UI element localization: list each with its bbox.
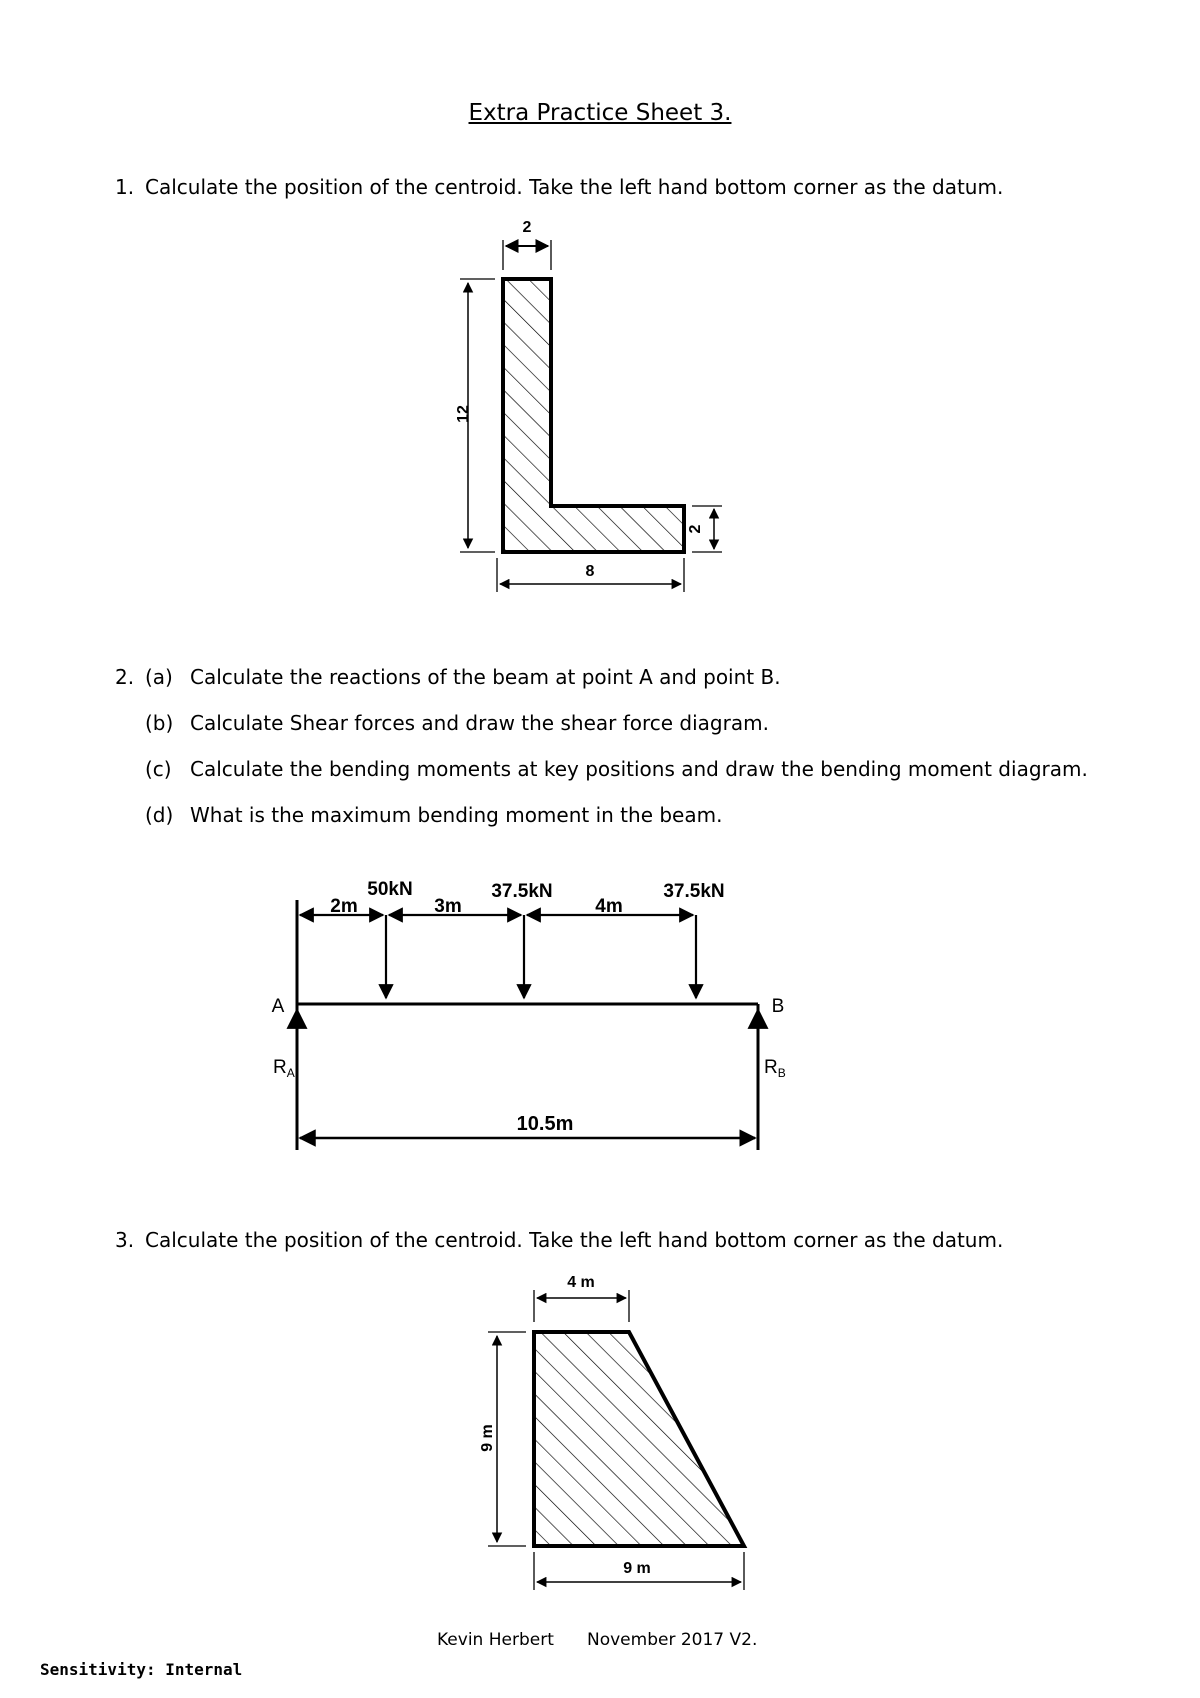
page-title: Extra Practice Sheet 3. <box>468 100 732 126</box>
question-3-text: Calculate the position of the centroid. Take the left hand bottom corner as the datum. <box>145 1228 1004 1252</box>
load-label-1: 50kN <box>367 879 413 900</box>
question-1-number: 1. <box>115 175 135 199</box>
question-2d-label: (d) <box>145 803 174 827</box>
span-label-3: 4m <box>595 896 623 917</box>
trap-dim-height: 9 m <box>479 1424 496 1452</box>
sensitivity-label: Sensitivity: Internal <box>40 1660 243 1679</box>
support-a-label: A <box>271 996 285 1017</box>
trapezoid-figure <box>479 1274 744 1590</box>
question-2b-label: (b) <box>145 711 174 735</box>
question-2a-text: Calculate the reactions of the beam at point A and point B. <box>190 665 781 689</box>
question-3-number: 3. <box>115 1228 135 1252</box>
footer-author: Kevin Herbert <box>437 1630 554 1650</box>
beam-figure <box>272 879 786 1150</box>
load-label-3: 37.5kN <box>663 881 725 902</box>
question-2c-text: Calculate the bending moments at key positions and draw the bending moment diagram. <box>190 757 1088 781</box>
span-label-2: 3m <box>434 896 462 917</box>
question-2c <box>145 757 1088 781</box>
question-2a-label: (a) <box>145 665 173 689</box>
trapezoid-shape <box>534 1332 744 1546</box>
footer-date: November 2017 V2. <box>587 1630 758 1650</box>
question-3 <box>115 1228 1003 1252</box>
question-2c-label: (c) <box>145 757 172 781</box>
l-section-shape <box>503 279 684 552</box>
span-label-1: 2m <box>330 896 358 917</box>
question-2d <box>145 803 722 827</box>
load-label-2: 37.5kN <box>491 881 553 902</box>
question-2b-text: Calculate Shear forces and draw the shear force diagram. <box>190 711 769 735</box>
trap-dim-top-width: 4 m <box>567 1274 595 1291</box>
question-2b <box>145 711 769 735</box>
total-length-label: 10.5m <box>516 1113 574 1135</box>
question-2d-text: What is the maximum bending moment in the beam. <box>190 803 723 827</box>
l-dim-top-width: 2 <box>522 219 532 236</box>
trap-dim-base-width: 9 m <box>623 1560 651 1577</box>
l-dim-height: 12 <box>455 405 472 423</box>
question-2-number: 2. <box>115 665 135 689</box>
support-b-label: B <box>771 996 785 1017</box>
l-section-figure <box>455 219 722 592</box>
reaction-b-label: $R_B$ <box>764 1057 786 1080</box>
reaction-a-label: $R_A$ <box>273 1057 295 1080</box>
l-dim-base-width: 8 <box>585 563 595 580</box>
question-2 <box>115 665 781 689</box>
question-1-text: Calculate the position of the centroid. Take the left hand bottom corner as the datum. <box>145 175 1004 199</box>
l-dim-flange: 2 <box>687 524 704 534</box>
